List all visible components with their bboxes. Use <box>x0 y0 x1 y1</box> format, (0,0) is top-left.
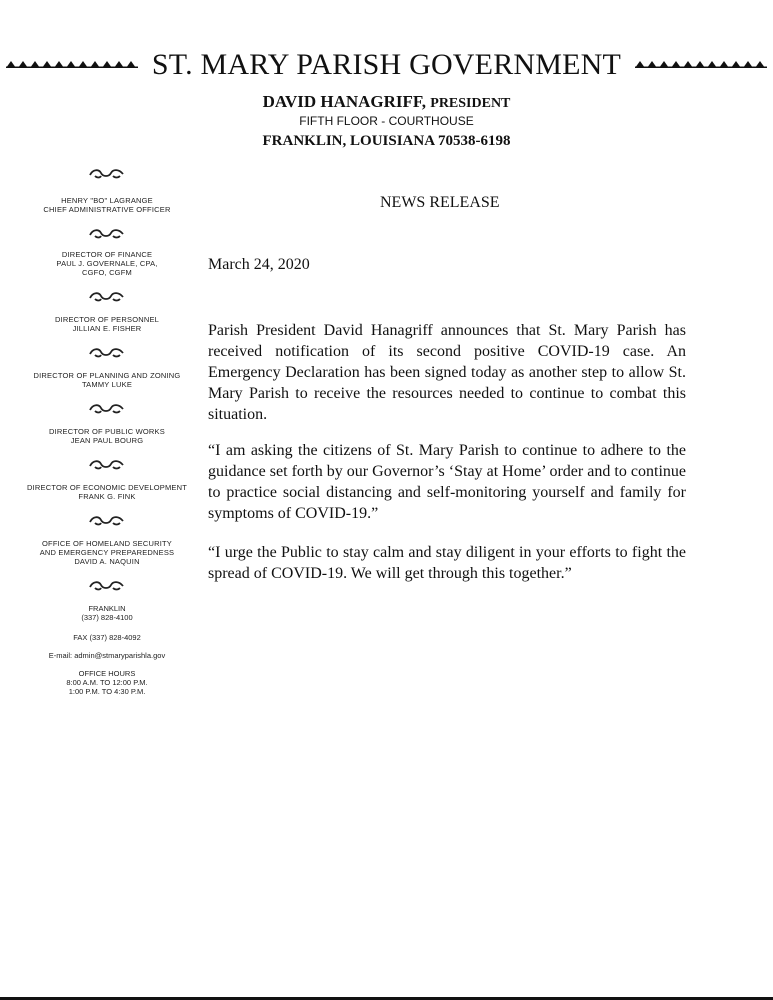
officer-line: CGFO, CGFM <box>82 268 132 277</box>
release-paragraph-1 <box>208 320 686 425</box>
officer-line: AND EMERGENCY PREPAREDNESS <box>39 548 175 557</box>
president-name: DAVID HANAGRIFF, <box>262 92 427 111</box>
address-line-2: FRANKLIN, LOUISIANA 70538-6198 <box>262 133 511 149</box>
scroll-ornament-icon <box>87 345 127 359</box>
contact-city: FRANKLIN <box>88 604 126 613</box>
scroll-ornament-icon <box>87 166 127 180</box>
officer-line: JILLIAN E. FISHER <box>72 324 142 333</box>
officer-line: JEAN PAUL BOURG <box>70 436 144 445</box>
release-date: March 24, 2020 <box>208 256 310 273</box>
officer-line: DIRECTOR OF FINANCE <box>61 250 153 259</box>
officer-line: DIRECTOR OF PLANNING AND ZONING <box>33 371 181 380</box>
officer-line: OFFICE OF HOMELAND SECURITY <box>42 539 172 548</box>
paragraph-text: Parish President David Hanagriff announces that St. Mary Parish has received notification of its second positive COVID-19 case. An Emergency Declaration has been signed today as another step to allow St. Mary Parish to receive the resources needed to continue to combat this situation. <box>208 322 686 423</box>
release-paragraph-2 <box>208 440 686 524</box>
paragraph-text: “I urge the Public to stay calm and stay diligent in your efforts to fight the spread of COVID-19. We will get through this together.” <box>208 544 686 582</box>
scroll-ornament-icon <box>87 513 127 527</box>
letterhead-title <box>0 48 773 82</box>
right-header-ornament <box>635 58 767 68</box>
scroll-ornament-icon <box>87 289 127 303</box>
left-header-ornament <box>6 58 138 68</box>
address-line-1: FIFTH FLOOR - COURTHOUSE <box>299 114 474 128</box>
contact-fax: FAX (337) 828-4092 <box>73 633 141 642</box>
officer-block <box>18 250 196 277</box>
officer-line: FRANK G. FINK <box>78 492 136 501</box>
paragraph-text: “I am asking the citizens of St. Mary Parish to continue to adhere to the guidance set forth by our Governor’s ‘Stay at Home’ order and to continue to practice social distancing and self-monitoring yourself and family for symptoms of COVID-19.” <box>208 442 686 522</box>
officer-line: PAUL J. GOVERNALE, CPA, <box>56 259 158 268</box>
contact-phone: (337) 828-4100 <box>81 613 133 622</box>
scroll-ornament-icon <box>87 401 127 415</box>
news-release-heading: NEWS RELEASE <box>380 194 500 211</box>
government-name: ST. MARY PARISH GOVERNMENT <box>151 48 622 81</box>
officer-block <box>18 196 196 214</box>
officer-block <box>18 427 196 445</box>
office-hours-morning: 8:00 A.M. TO 12:00 P.M. <box>66 678 148 687</box>
officer-block <box>18 483 196 501</box>
contact-block <box>18 604 196 696</box>
officer-block <box>18 539 196 566</box>
officer-sidebar <box>18 160 196 696</box>
contact-email: E-mail: admin@stmaryparishla.gov <box>48 651 166 660</box>
president-line <box>0 92 773 112</box>
officer-line: TAMMY LUKE <box>81 380 133 389</box>
officer-block <box>18 315 196 333</box>
officer-line: DIRECTOR OF ECONOMIC DEVELOPMENT <box>26 483 188 492</box>
release-paragraph-3 <box>208 542 686 584</box>
president-title: PRESIDENT <box>430 96 511 111</box>
scroll-ornament-icon <box>87 457 127 471</box>
scroll-ornament-icon <box>87 226 127 240</box>
officer-line: DAVID A. NAQUIN <box>74 557 140 566</box>
officer-line: HENRY "BO" LAGRANGE <box>61 196 153 205</box>
office-hours-label: OFFICE HOURS <box>78 669 136 678</box>
officer-line: DIRECTOR OF PUBLIC WORKS <box>49 427 165 436</box>
officer-line: DIRECTOR OF PERSONNEL <box>54 315 160 324</box>
scroll-ornament-icon <box>87 578 127 592</box>
office-hours-afternoon: 1:00 P.M. TO 4:30 P.M. <box>68 687 146 696</box>
officer-block <box>18 371 196 389</box>
officer-line: CHIEF ADMINISTRATIVE OFFICER <box>43 205 171 214</box>
